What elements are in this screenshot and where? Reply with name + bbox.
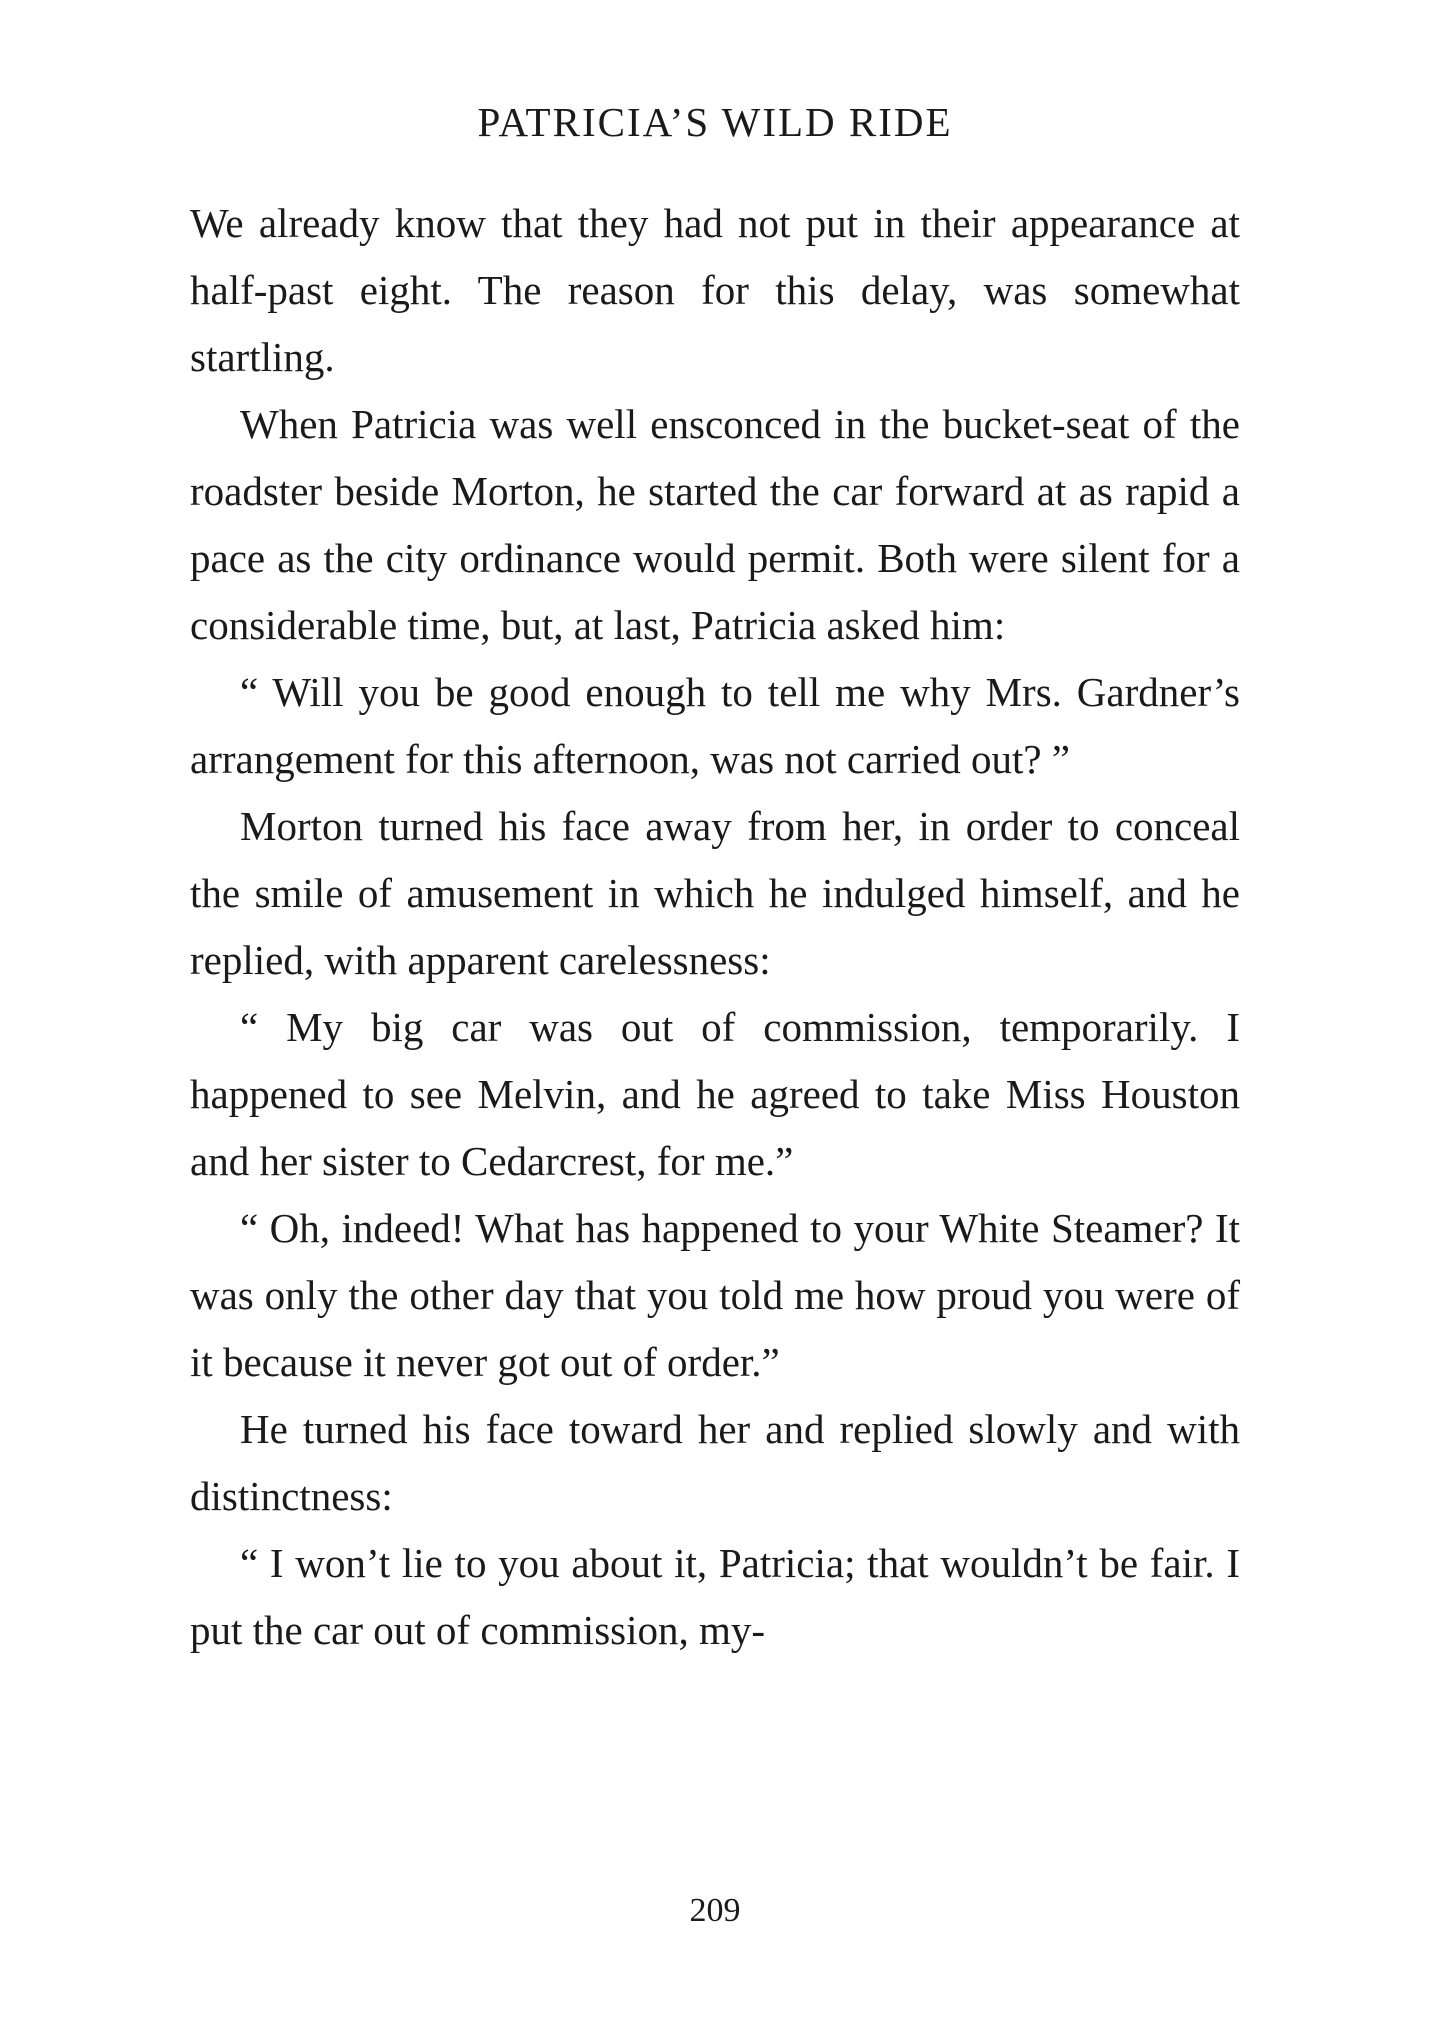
paragraph: We already know that they had not put in their appearance at half-past eight. The reason for this delay, was somewhat startling. <box>190 200 1240 380</box>
paragraph: “ Oh, indeed! What has happened to your White Steamer? It was only the other day that you told me how proud you were of it because it never got out of order.” <box>190 1205 1240 1385</box>
page-number: 209 <box>689 1892 741 1929</box>
paragraph: “ Will you be good enough to tell me why Mrs. Gardner’s arrangement for this afternoon, was not carried out? ” <box>190 669 1240 782</box>
paragraph: “ I won’t lie to you about it, Patricia; that wouldn’t be fair. I put the car out of commission, my- <box>190 1540 1240 1653</box>
running-head: PATRICIA’S WILD RIDE <box>477 99 953 145</box>
paragraph: “ My big car was out of commission, temporarily. I happened to see Melvin, and he agreed to take Miss Houston and her sister to Cedarcrest, for me.” <box>190 1004 1240 1184</box>
paragraph: He turned his face toward her and replied slowly and with distinctness: <box>190 1406 1240 1519</box>
paragraph: When Patricia was well ensconced in the bucket-seat of the roadster beside Morton, he started the car forward at as rapid a pace as the city ordinance would permit. Both were silent for a considerable time, but, at last, Patricia asked him: <box>190 401 1240 648</box>
body-text <box>190 190 1240 1664</box>
paragraph: Morton turned his face away from her, in order to conceal the smile of amusement in which he indulged himself, and he replied, with apparent carelessness: <box>190 803 1240 983</box>
